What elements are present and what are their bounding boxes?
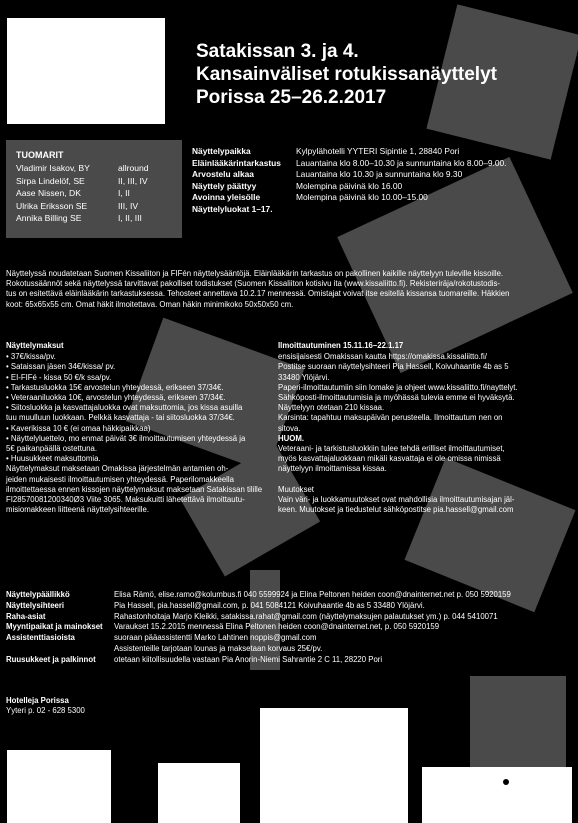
changes-line: Vain väri- ja luokkamuutokset ovat mahdollisia ilmoittautumisajan jäl- bbox=[278, 494, 515, 504]
white-rectangle-bottom-4 bbox=[422, 767, 572, 823]
info-key: Eläinlääkärintarkastus bbox=[192, 157, 281, 168]
info-row bbox=[192, 169, 572, 181]
info-value: Lauantaina klo 10.30 ja sunnuntaina klo 9.30 bbox=[296, 169, 463, 180]
info-row bbox=[192, 146, 572, 158]
contact-value: Assistenteille tarjotaan lounas ja maksetaan korvaus 25€/pv. bbox=[114, 643, 323, 653]
contact-value: Rahastonhoitaja Marjo Kleikki, satakissa.rahat@gmail.com (näyttelymaksujen palautukset ym.) p. 044 5410071 bbox=[114, 611, 498, 621]
contact-key: Raha-asiat bbox=[6, 611, 46, 621]
note-heading: HUOM. bbox=[278, 433, 304, 443]
contact-row bbox=[6, 622, 572, 633]
fees-line: tuu muulluun luokkaan. Pelkkä kasvattaja - tai siitosluokka 37/34€. bbox=[6, 413, 235, 423]
rules-line: Rokotussäännöt sekä näyttelyssä tarvittavat pakolliset todistukset (Suomen Kissaliiton kotisivu ita (www.kissaliitto.fi). Rekisteriräja/rokotustodis- bbox=[6, 279, 501, 289]
judges-heading: TUOMARIT bbox=[16, 150, 64, 160]
contact-key: Ruusukkeet ja palkinnot bbox=[6, 654, 96, 664]
info-row bbox=[192, 181, 572, 193]
contact-key: Assistenttiasioista bbox=[6, 633, 75, 643]
fees-section bbox=[6, 341, 268, 515]
info-row bbox=[192, 204, 572, 216]
hotel-line: Yyteri p. 02 - 628 5300 bbox=[6, 706, 85, 716]
registration-line: Näyttelyyn otetaan 210 kissaa. bbox=[278, 403, 385, 413]
show-info bbox=[192, 146, 572, 216]
fees-line: misiomakkeen liitteenä näyttelysihteerille. bbox=[6, 505, 150, 515]
registration-section bbox=[278, 341, 570, 515]
hotel-heading: Hotelleja Porissa bbox=[6, 696, 69, 705]
note-line: näyttelyyn ilmoittamissa kissaa. bbox=[278, 464, 387, 474]
contact-key bbox=[6, 644, 114, 655]
title-line-3: Porissa 25–26.2.2017 bbox=[196, 87, 387, 108]
page-title bbox=[196, 40, 566, 109]
white-rectangle-bottom-1 bbox=[7, 750, 111, 823]
changes-line: keen. Muutokset ja tiedustelut sähköpostitse pia.hassell@gmail.com bbox=[278, 505, 514, 515]
judge-categories: allround bbox=[118, 163, 149, 173]
info-key: Näyttely päättyy bbox=[192, 180, 257, 191]
gray-block-bottom-right bbox=[470, 676, 566, 772]
fees-line: • 37€/kissa/pv. bbox=[6, 352, 56, 362]
contact-row bbox=[6, 633, 572, 644]
fees-heading: Näyttelymaksut bbox=[6, 341, 64, 350]
contact-row bbox=[6, 601, 572, 612]
judge-name: Sirpa Lindelöf, SE bbox=[16, 175, 85, 186]
info-key: Näyttelypaikka bbox=[192, 146, 251, 156]
registration-line: Karsinta: tapahtuu maksupäivän perusteella. Ilmoittautum nen on bbox=[278, 413, 503, 423]
fees-line: FI28570081200340Ø3 Viite 3065. Maksukuitti lähetettävä ilmoittautu- bbox=[6, 495, 245, 505]
fees-line: • Veteraaniluokka 10€, arvostelun yhteydessä, erikseen 37/34€. bbox=[6, 393, 226, 403]
judge-row bbox=[16, 187, 172, 200]
rules-line: tus on esitettävä eläinlääkärin tarkastuksessa. Tehosteet annettava 10.2.17 mennessä. Omistajat voivat itse esitellä kissansa tuomareille. Häkkien bbox=[6, 289, 510, 299]
fees-line: • Sataissan jäsen 34€/kissa/ pv. bbox=[6, 362, 116, 372]
info-key: Näyttelyluokat 1–17. bbox=[192, 203, 273, 214]
contact-value: suoraan pääassistentti Marko Lahtinen noppis@gmail.com bbox=[114, 633, 317, 643]
note-line: myös kasvattajaluokkaan mikäli kasvattaja ei ole omissa nimissä bbox=[278, 454, 501, 464]
contact-row bbox=[6, 590, 572, 601]
judge-name: Aase Nissen, DK bbox=[16, 188, 81, 199]
contact-key: Myyntipaikat ja mainokset bbox=[6, 622, 103, 632]
fees-line: • Siitosluokka ja kasvattajaluokka ovat maksuttomia, jos kissa asuillа bbox=[6, 403, 243, 413]
fees-line: • Tarkastusluokka 15€ arvostelun yhteydessä, erikseen 37/34€. bbox=[6, 382, 224, 392]
rules-line: Näyttelyssä noudatetaan Suomen Kissaliiton ja FIFén näyttelysääntöjä. Eläinlääkärin tarkastus on pakollinen kaikille näyttelyyn tuleville kissoille. bbox=[6, 269, 504, 278]
contact-row bbox=[6, 612, 572, 623]
registration-line: 33480 Ylöjärvi. bbox=[278, 372, 330, 382]
judges-box bbox=[6, 140, 182, 238]
registration-line: Paperi-ilmoittautumiin siin lomake ja ohjeet www.kissaliitto.fi/nayttelyt. bbox=[278, 382, 518, 392]
contact-value: Elisa Rämö, elise.ramo@kolumbus.fi 040 5599924 ja Elina Peltonen heiden coon@dnainternet.net p. 050 5920159 bbox=[114, 590, 511, 599]
contact-key: Näyttelysihteeri bbox=[6, 600, 65, 610]
contact-row bbox=[6, 644, 572, 655]
info-row bbox=[192, 158, 572, 170]
registration-heading: Ilmoittautuminen 15.11.16–22.1.17 bbox=[278, 341, 404, 350]
judge-name: Vladimir Isakov, BY bbox=[16, 163, 90, 173]
white-rectangle-bottom-2 bbox=[158, 763, 240, 823]
info-value: Molempina päivinä klo 16.00 bbox=[296, 180, 403, 191]
registration-line: ensisijaisesti Omakissan kautta https://omakissa.kissaliitto.fi/ bbox=[278, 352, 487, 362]
info-value: Kylpylähotelli YYTERI Sipintie 1, 28840 Pori bbox=[296, 146, 460, 156]
judge-categories: II, III, IV bbox=[118, 175, 148, 186]
black-dot bbox=[503, 779, 509, 785]
hotel-section bbox=[6, 696, 85, 717]
fees-line: • Huusukkeet maksuttomia. bbox=[6, 454, 101, 464]
fees-line: ilmoittettaessa ennen kissojen näyttelymaksut maksetaan Satakissan tilille bbox=[6, 484, 263, 494]
info-key: Avoinna yleisölle bbox=[192, 192, 261, 203]
contact-key: Näyttelypäällikkö bbox=[6, 590, 70, 599]
registration-line: Sähköposti-ilmoittautumisia ja myöhässä tulevia emme ei hyväksytä. bbox=[278, 393, 515, 403]
judge-categories: I, II bbox=[118, 188, 130, 199]
fees-line: jeiden mukaisesti ilmoittautumisen yhteydessä. Paperilomakkeella bbox=[6, 474, 234, 484]
rules-paragraph bbox=[6, 269, 566, 310]
changes-heading: Muutokset bbox=[278, 484, 314, 494]
fees-line: • Kaverikissa 10 € (ei omaa häkkipaikkaa) bbox=[6, 423, 151, 433]
fees-line: 5€ paikanpäällä ostettuna. bbox=[6, 444, 98, 454]
contact-value: Varaukset 15.2.2015 mennessä Elina Peltonen heiden coon@dnainternet.net, p. 050 5920159 bbox=[114, 622, 440, 632]
registration-line: sitova. bbox=[278, 423, 301, 433]
judge-row bbox=[16, 162, 172, 175]
rules-line: koot: 65x65x55 cm. Omat häkit ilmoitettava. Oman häkin minimikoko 50x50x50 cm. bbox=[6, 299, 294, 309]
fees-line: • EI-FIFé - kissa 50 €/k ssa/pv. bbox=[6, 372, 112, 382]
fees-line: • Näyttelyluettelo, mo enmat päivät 3€ ilmoittautumisen yhteydessä ja bbox=[6, 433, 246, 443]
registration-line: Postitse suoraan näyttelysihteeri Pia Hassell, Koivuhaantie 4b as 5 bbox=[278, 362, 509, 372]
white-rectangle-top-left bbox=[7, 18, 165, 124]
contact-value: otetaan kiitollisuudella vastaan Pia Anorin-Niemi Sahrantie 2 C 11, 28220 Pori bbox=[114, 654, 383, 664]
info-value: Molempina päivinä klo 10.00–15.00 bbox=[296, 192, 428, 203]
judge-row bbox=[16, 200, 172, 213]
judge-row bbox=[16, 212, 172, 225]
info-row bbox=[192, 192, 572, 204]
fees-line: Näyttelymaksut maksetaan Omakissa järjestelmän antamien oh- bbox=[6, 464, 229, 474]
judge-categories: I, II, III bbox=[118, 213, 142, 224]
note-line: Veteraani- ja tarkistusluokkiin tulee tehdä erilliset ilmoittautumiset, bbox=[278, 444, 505, 454]
info-value: Lauantaina klo 8.00–10.30 ja sunnuntaina klo 8.00–9.00. bbox=[296, 157, 507, 168]
title-line-2: Kansainväliset rotukissanäyttelyt bbox=[196, 64, 497, 85]
title-line-1: Satakissan 3. ja 4. bbox=[196, 41, 359, 62]
judge-name: Ulrika Eriksson SE bbox=[16, 200, 88, 211]
contacts-section bbox=[6, 590, 572, 666]
contact-row bbox=[6, 655, 572, 666]
judge-name: Annika Billing SE bbox=[16, 213, 82, 224]
contact-value: Pia Hassell, pia.hassell@gmail.com, p. 041 5084121 Koivuhaantie 4b as 5 33480 Ylöjärvi. bbox=[114, 600, 425, 610]
judge-categories: III, IV bbox=[118, 200, 139, 211]
white-rectangle-bottom-3 bbox=[260, 708, 408, 823]
info-key: Arvostelu alkaa bbox=[192, 169, 254, 180]
judge-row bbox=[16, 175, 172, 188]
